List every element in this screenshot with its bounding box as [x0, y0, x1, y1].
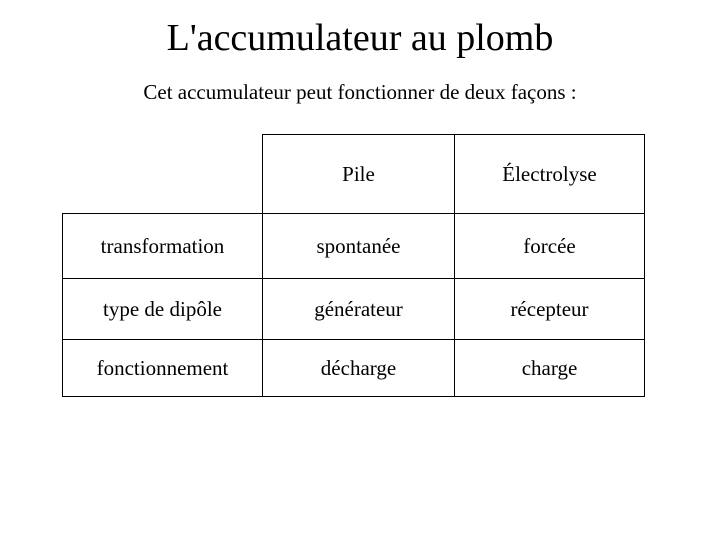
row-label-transformation: transformation: [62, 213, 262, 279]
header-cell-pile: Pile: [262, 134, 454, 214]
slide-subtitle: Cet accumulateur peut fonctionner de deux façons :: [143, 80, 577, 104]
cell-pile-transformation: spontanée: [262, 213, 454, 279]
cell-pile-dipole: générateur: [262, 279, 454, 340]
cell-electrolyse-dipole: récepteur: [454, 279, 645, 340]
slide-title: L'accumulateur au plomb: [166, 17, 554, 59]
cell-pile-fonctionnement: décharge: [262, 340, 454, 397]
header-cell-electrolyse: Électrolyse: [454, 134, 645, 214]
cell-electrolyse-transformation: forcée: [454, 213, 645, 279]
row-label-fonctionnement: fonctionnement: [62, 340, 262, 397]
row-label-dipole: type de dipôle: [62, 279, 262, 340]
cell-electrolyse-fonctionnement: charge: [454, 340, 645, 397]
